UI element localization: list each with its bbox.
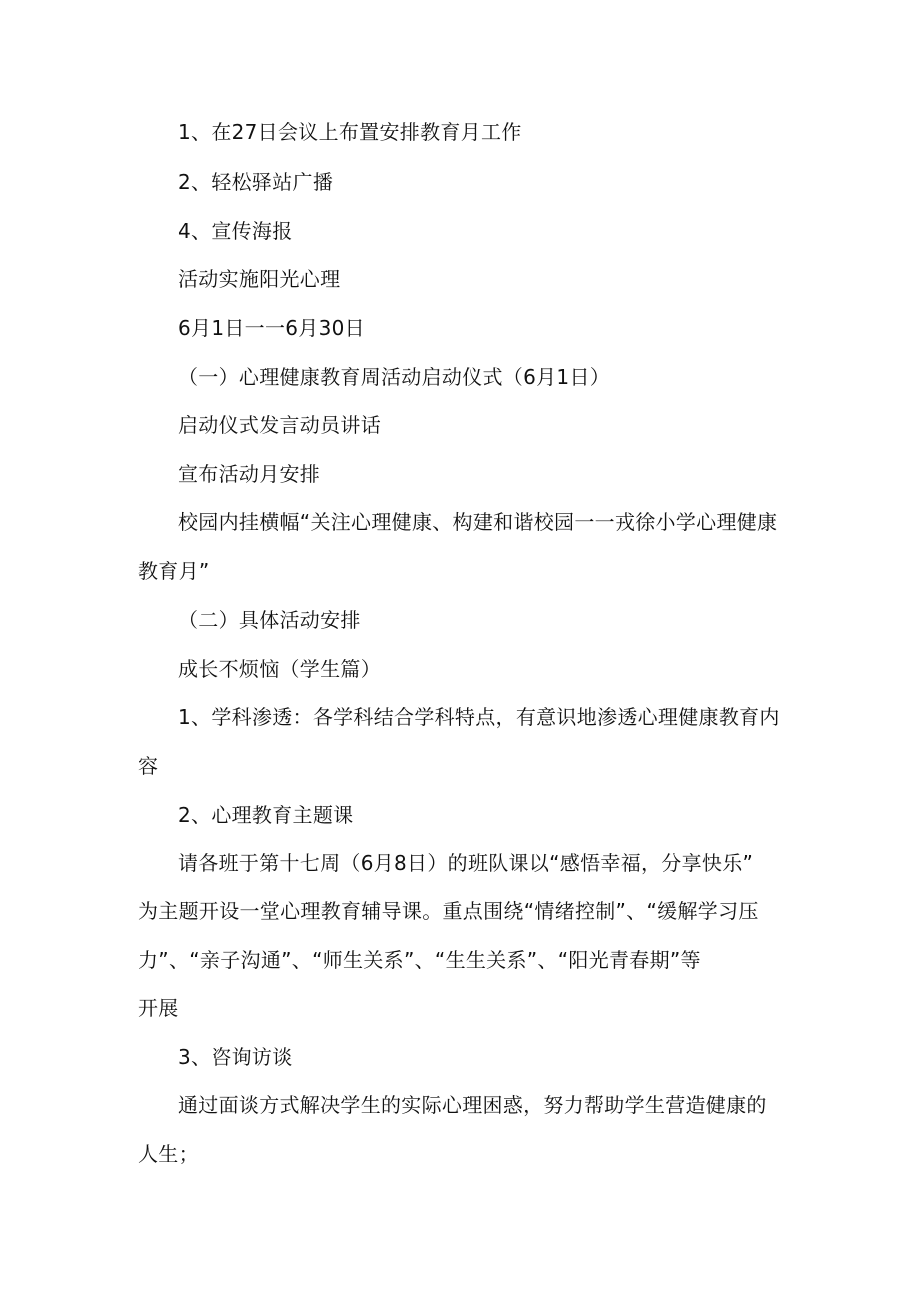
text-line-22: 人生；: [138, 1142, 199, 1166]
text-line-4: 活动实施阳光心理: [178, 267, 341, 291]
text-line-13: 1、学科渗透：各学科结合学科特点，有意识地渗透心理健康教育内: [178, 705, 780, 729]
text-line-9: 校园内挂横幅“关注心理健康、构建和谐校园一一戎徐小学心理健康: [178, 510, 778, 534]
section-heading-1: （一）心理健康教育周活动启动仪式（6月1日）: [178, 365, 611, 389]
text-line-15: 2、心理教育主题课: [178, 803, 354, 827]
text-line-21: 通过面谈方式解决学生的实际心理困惑，努力帮助学生营造健康的: [178, 1093, 767, 1117]
text-line-18: 力”、“亲子沟通”、“师生关系”、“生生关系”、“阳光青春期”等: [138, 948, 701, 972]
text-line-14: 容: [138, 754, 159, 778]
text-line-1: 1、在27日会议上布置安排教育月工作: [178, 120, 522, 144]
text-line-7: 启动仪式发言动员讲话: [178, 413, 381, 437]
section-heading-2: （二）具体活动安排: [178, 608, 361, 632]
text-line-17: 为主题开设一堂心理教育辅导课。重点围绕“情绪控制”、“缓解学习压: [138, 899, 759, 923]
text-line-12: 成长不烦恼（学生篇）: [178, 657, 381, 681]
text-line-8: 宣布活动月安排: [178, 462, 321, 486]
text-line-2: 2、轻松驿站广播: [178, 170, 334, 194]
text-line-3: 4、宣传海报: [178, 219, 293, 243]
text-line-20: 3、咨询访谈: [178, 1045, 293, 1069]
text-line-10: 教育月”: [138, 559, 210, 583]
text-line-19: 开展: [138, 996, 179, 1020]
text-line-5: 6月1日一一6月30日: [178, 316, 365, 340]
text-line-16: 请各班于第十七周（6月8日）的班队课以“感悟幸福，分享快乐”: [178, 851, 754, 875]
